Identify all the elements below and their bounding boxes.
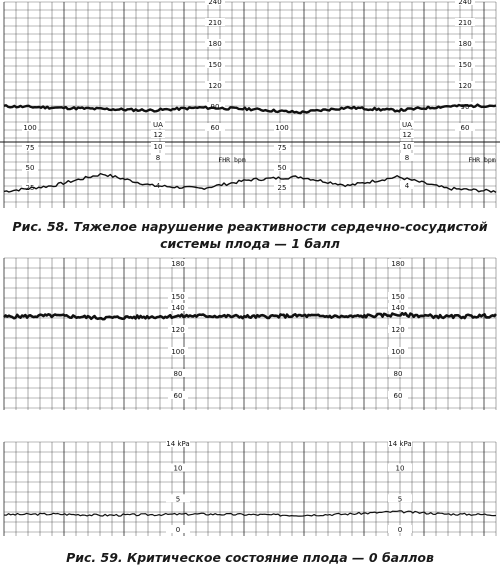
ua-scale-label: 0 xyxy=(397,526,403,534)
fhr-scale-label: 80 xyxy=(173,370,183,378)
left-scale-column xyxy=(22,123,38,192)
left-scale-label: 25 xyxy=(25,184,35,192)
ua-scale-label: UA xyxy=(402,121,412,129)
ua-trace xyxy=(4,174,496,193)
fhr-scale-label: 150 xyxy=(458,61,472,69)
fhr-scale-label: 120 xyxy=(458,82,472,90)
ua-scale-label: 8 xyxy=(155,154,161,162)
fhr-scale-label: 150 xyxy=(208,61,222,69)
ua-scale-label: 14 kPa xyxy=(388,440,412,448)
ua-scale-label: 10 xyxy=(153,143,163,151)
fhr-scale-column xyxy=(388,259,408,400)
ua-scale-label: 8 xyxy=(404,154,410,162)
left-scale-column xyxy=(274,123,290,192)
fhr-scale-label: 210 xyxy=(208,19,222,27)
fhr-scale-label: 210 xyxy=(458,19,472,27)
grid xyxy=(4,258,496,410)
left-scale-label: 75 xyxy=(25,144,35,152)
fhr-scale-label: 150 xyxy=(171,293,185,301)
fig59-chart xyxy=(0,254,500,540)
left-scale-label: 100 xyxy=(275,124,289,132)
left-scale-label: 50 xyxy=(277,164,287,172)
fhr-scale-label: 60 xyxy=(173,392,183,400)
fhr-trace xyxy=(4,313,496,319)
unit-labels xyxy=(218,156,495,164)
fhr-scale-label: 150 xyxy=(391,293,405,301)
ua-scale-label: 0 xyxy=(175,526,181,534)
fhr-scale-label: 60 xyxy=(393,392,403,400)
left-scale-label: 100 xyxy=(23,124,37,132)
ua-scale-label: 12 xyxy=(153,131,163,139)
fhr-scale-label: 120 xyxy=(171,326,185,334)
fhr-scale-label: 100 xyxy=(171,348,185,356)
fhr-scale-label: 180 xyxy=(391,260,405,268)
ua-scale-label: 5 xyxy=(397,495,403,504)
fhr-scale-label: 80 xyxy=(393,370,403,378)
fhr-scale-label: 140 xyxy=(171,304,185,312)
left-scale-label: 75 xyxy=(277,144,287,152)
fhr-scale-label: 180 xyxy=(171,260,185,268)
ua-scale-label: 5 xyxy=(175,495,181,504)
fhr-scale-label: 120 xyxy=(208,82,222,90)
fhr-scale-label: 60 xyxy=(210,124,220,132)
grid xyxy=(4,2,496,208)
fhr-scale-label: 120 xyxy=(391,326,405,334)
grid xyxy=(4,442,496,536)
ua-scale-label: 4 xyxy=(404,182,410,190)
fhr-scale-column xyxy=(168,259,188,400)
fhr-scale-label: 180 xyxy=(208,40,222,48)
fig59-caption-text: Рис. 59. Критическое состояние плода — 0 баллов xyxy=(66,550,434,565)
fig58-ctg-strip xyxy=(0,0,500,212)
ua-scale-label: UA xyxy=(153,121,163,129)
left-scale-label: 50 xyxy=(25,164,35,172)
fig59-ctg-strip xyxy=(0,254,500,540)
left-scale-label: 25 xyxy=(277,184,287,192)
fig58-chart xyxy=(0,0,500,212)
ua-scale-column xyxy=(151,120,165,190)
ua-scale-label: 10 xyxy=(173,464,183,473)
ua-trace xyxy=(4,511,496,516)
fhr-scale-label: 90 xyxy=(460,103,470,111)
fhr-unit-label: FHR bpm xyxy=(468,156,496,164)
ua-scale-label: 10 xyxy=(402,143,412,151)
fhr-scale-label: 240 xyxy=(208,0,222,6)
fhr-scale-label: 180 xyxy=(458,40,472,48)
fhr-scale-label: 140 xyxy=(391,304,405,312)
ua-scale-label: 12 xyxy=(402,131,412,139)
ua-scale-column xyxy=(166,439,190,534)
ua-scale-label: 14 kPa xyxy=(166,440,190,448)
fig58-caption-line1: Рис. 58. Тяжелое нарушение реактивности сердечно-сосудистой xyxy=(12,219,488,234)
fig58-caption-line2: системы плода — 1 балл xyxy=(160,236,340,251)
ua-scale-label: 4 xyxy=(155,182,161,190)
fhr-unit-label: FHR bpm xyxy=(218,156,246,164)
ua-scale-label: 10 xyxy=(395,464,405,473)
fig58-caption xyxy=(0,218,500,252)
fig59-caption xyxy=(0,549,500,566)
fhr-scale-label: 60 xyxy=(460,124,470,132)
fhr-scale-label: 100 xyxy=(391,348,405,356)
fhr-scale-label: 240 xyxy=(458,0,472,6)
fhr-scale-label: 90 xyxy=(210,103,220,111)
